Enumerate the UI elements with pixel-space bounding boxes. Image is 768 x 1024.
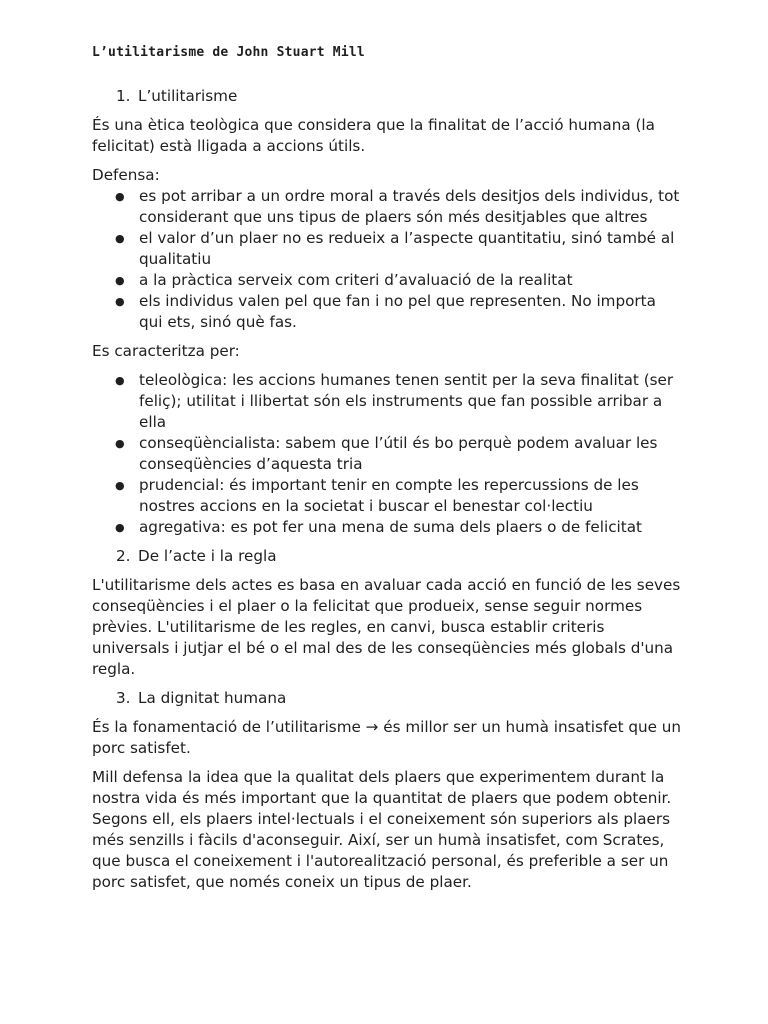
section-2-number: 2. xyxy=(116,547,131,565)
section-3-heading xyxy=(92,688,682,709)
section-1-number: 1. xyxy=(116,87,131,105)
list-item: ● teleològica: les accions humanes tenen sentit per la seva finalitat (ser feliç); utilitat i llibertat són els instruments que fan possible arribar a ella xyxy=(92,370,682,433)
document-body xyxy=(92,86,682,901)
section-1-title: L’utilitarisme xyxy=(138,87,238,105)
document-title: L’utilitarisme de John Stuart Mill xyxy=(92,45,365,60)
list-item: ● conseqüèncialista: sabem que l’útil és bo perquè podem avaluar les conseqüències d’aquesta tria xyxy=(92,433,682,475)
section-3-title: La dignitat humana xyxy=(138,689,287,707)
section-1-intro: És una ètica teològica que considera que la finalitat de l’acció humana (la felicitat) està lligada a accions útils. xyxy=(92,116,655,155)
caracteritza-label: Es caracteritza per: xyxy=(92,342,240,360)
defensa-label: Defensa: xyxy=(92,166,160,184)
list-item: ● agregativa: es pot fer una mena de suma dels plaers o de felicitat xyxy=(92,517,682,538)
section-2-heading xyxy=(92,546,682,567)
section-3-number: 3. xyxy=(116,689,131,707)
list-item: ● a la pràctica serveix com criteri d’avaluació de la realitat xyxy=(92,270,682,291)
defensa-list xyxy=(92,186,682,333)
section-2-paragraph: L'utilitarisme dels actes es basa en avaluar cada acció en funció de les seves conseqüències i el plaer o la felicitat que produeix, sense seguir normes prèvies. L'utilitarisme de les regles, en canvi, busca establir criteris universals i jutjar el bé o el mal des de les conseqüències més globals d'una regla. xyxy=(92,576,681,678)
section-2-title: De l’acte i la regla xyxy=(138,547,277,565)
section-3-paragraph-2: Mill defensa la idea que la qualitat dels plaers que experimentem durant la nostra vida és més important que la quantitat de plaers que podem obtenir. Segons ell, els plaers intel·lectuals i el coneixement són superiors als plaers més senzills i fàcils d'aconseguir. Així, ser un humà insatisfet, com Scrates, que busca el coneixement i l'autorealització personal, és preferible a ser un porc satisfet, que només coneix un tipus de plaer. xyxy=(92,768,672,891)
list-item: ● prudencial: és important tenir en compte les repercussions de les nostres accions en la societat i buscar el benestar col·lectiu xyxy=(92,475,682,517)
section-3-paragraph-1: És la fonamentació de l’utilitarisme → és millor ser un humà insatisfet que un porc satisfet. xyxy=(92,718,682,757)
list-item: ● es pot arribar a un ordre moral a través dels desitjos dels individus, tot considerant que uns tipus de plaers són més desitjables que altres xyxy=(92,186,682,228)
list-item: ● el valor d’un plaer no es redueix a l’aspecte quantitatiu, sinó també al qualitatiu xyxy=(92,228,682,270)
section-1-heading xyxy=(92,86,682,107)
caracteritza-list xyxy=(92,370,682,538)
list-item: ● els individus valen pel que fan i no pel que representen. No importa qui ets, sinó què fas. xyxy=(92,291,682,333)
